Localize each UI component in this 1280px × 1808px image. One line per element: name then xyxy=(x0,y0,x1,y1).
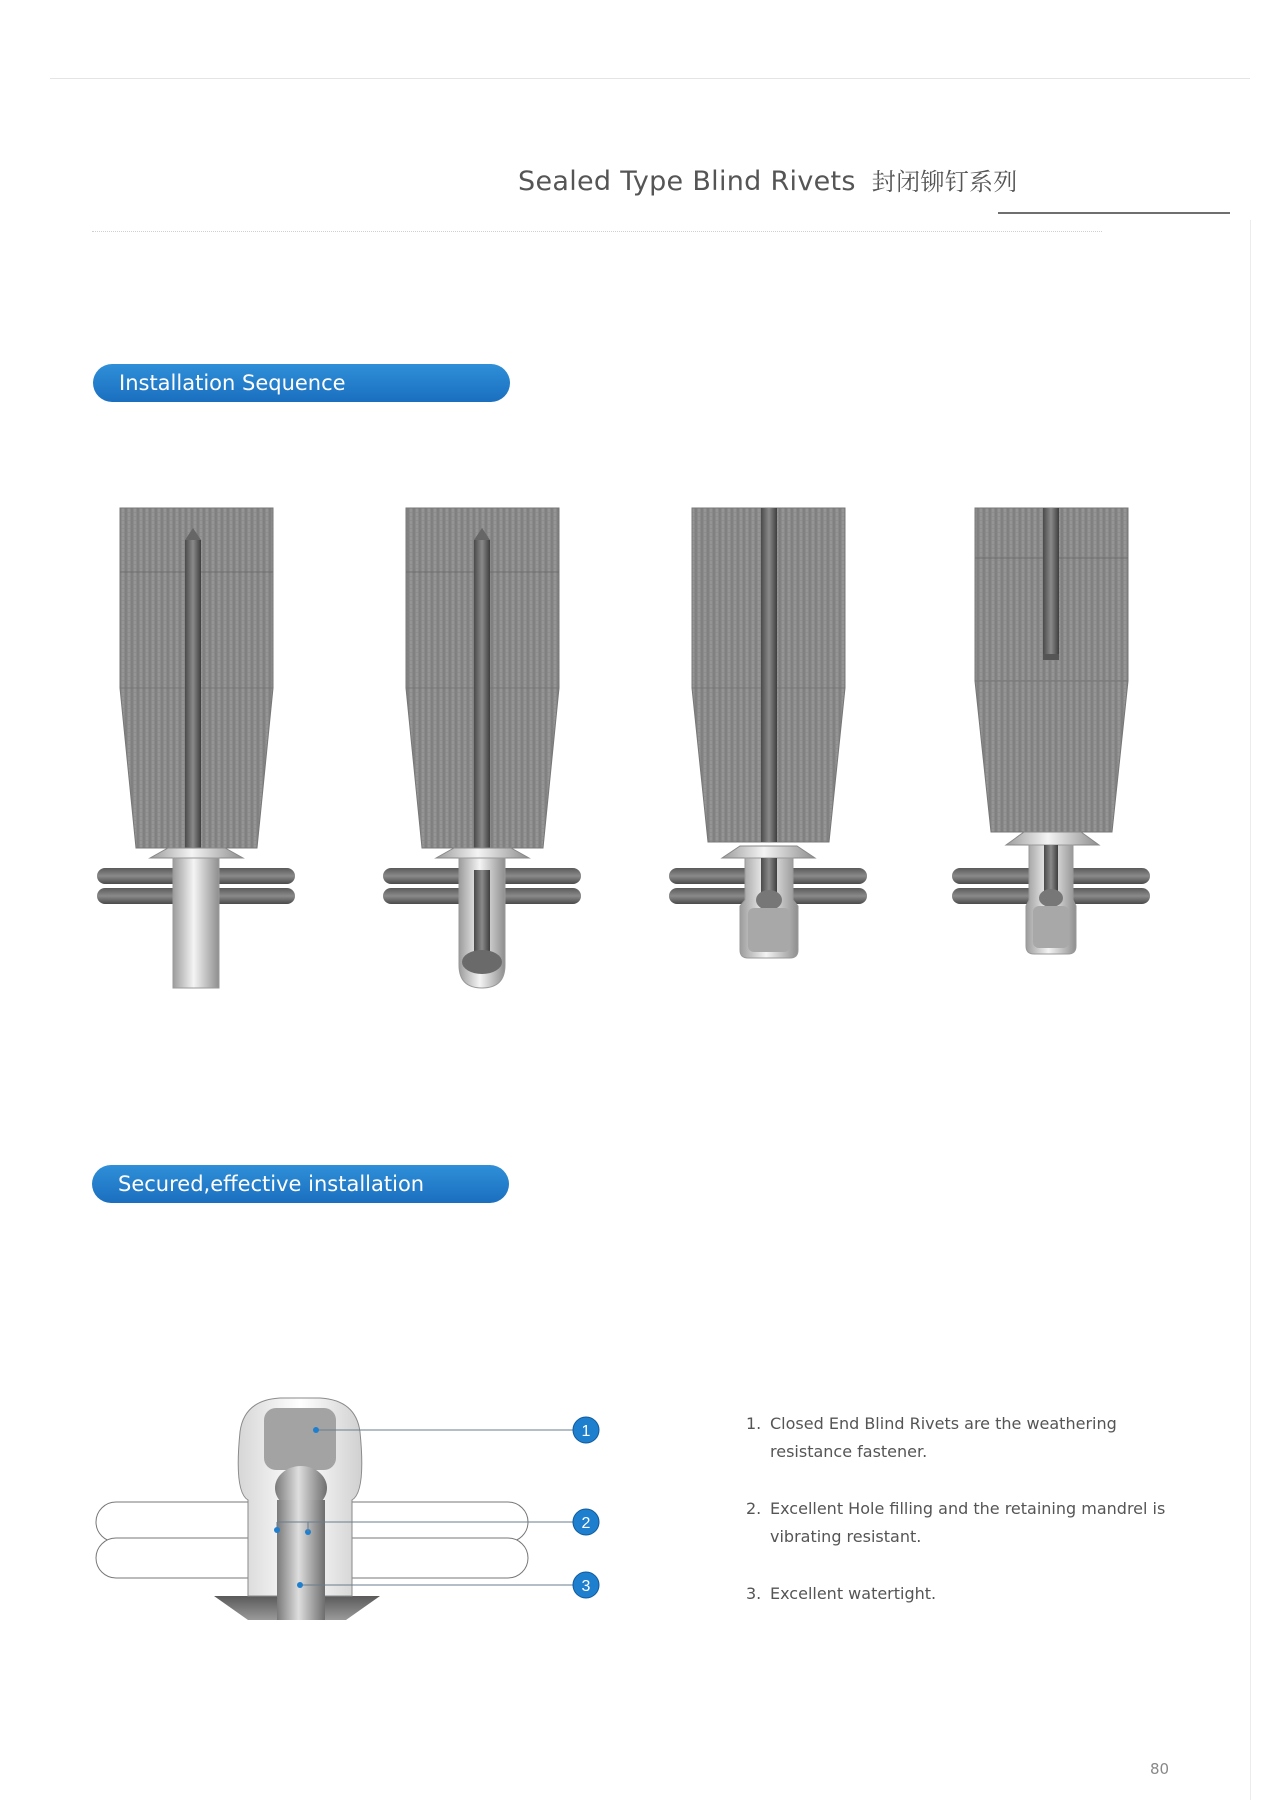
title-underline xyxy=(998,212,1230,214)
title-en: Sealed Type Blind Rivets xyxy=(518,166,856,197)
sequence-step-3 xyxy=(669,508,867,958)
list-item xyxy=(746,1580,1186,1608)
page-number: 80 xyxy=(1150,1760,1170,1778)
sequence-step-2 xyxy=(383,508,581,988)
page-title xyxy=(518,162,1018,197)
feature-number: 2. xyxy=(746,1499,762,1518)
page-edge xyxy=(1250,220,1251,1800)
feature-list xyxy=(746,1410,1186,1637)
list-item xyxy=(746,1410,1186,1466)
title-cn: 封闭铆钉系列 xyxy=(871,168,1018,196)
feature-number: 3. xyxy=(746,1584,762,1603)
list-item xyxy=(746,1495,1186,1551)
callout-label-2: 2 xyxy=(581,1515,591,1532)
feature-number: 1. xyxy=(746,1414,762,1433)
callout-1 xyxy=(573,1417,599,1443)
sequence-step-1 xyxy=(97,508,295,988)
callout-2 xyxy=(573,1509,599,1535)
feature-text: Closed End Blind Rivets are the weathering resistance fastener. xyxy=(770,1414,1117,1461)
feature-text: Excellent watertight. xyxy=(770,1584,937,1603)
top-rule xyxy=(50,78,1250,79)
section-heading-secured-installation: Secured,effective installation xyxy=(92,1165,509,1203)
callout-label-3: 3 xyxy=(581,1578,591,1595)
dotted-rule xyxy=(92,231,1102,232)
callout-3 xyxy=(573,1572,599,1598)
rivet-cross-section-diagram xyxy=(80,1380,640,1620)
feature-text: Excellent Hole filling and the retaining mandrel is vibrating resistant. xyxy=(770,1499,1166,1546)
section-heading-installation-sequence: Installation Sequence xyxy=(93,364,510,402)
installation-sequence-diagram xyxy=(0,480,1280,1000)
callout-label-1: 1 xyxy=(581,1423,591,1440)
sequence-step-4 xyxy=(952,508,1150,954)
